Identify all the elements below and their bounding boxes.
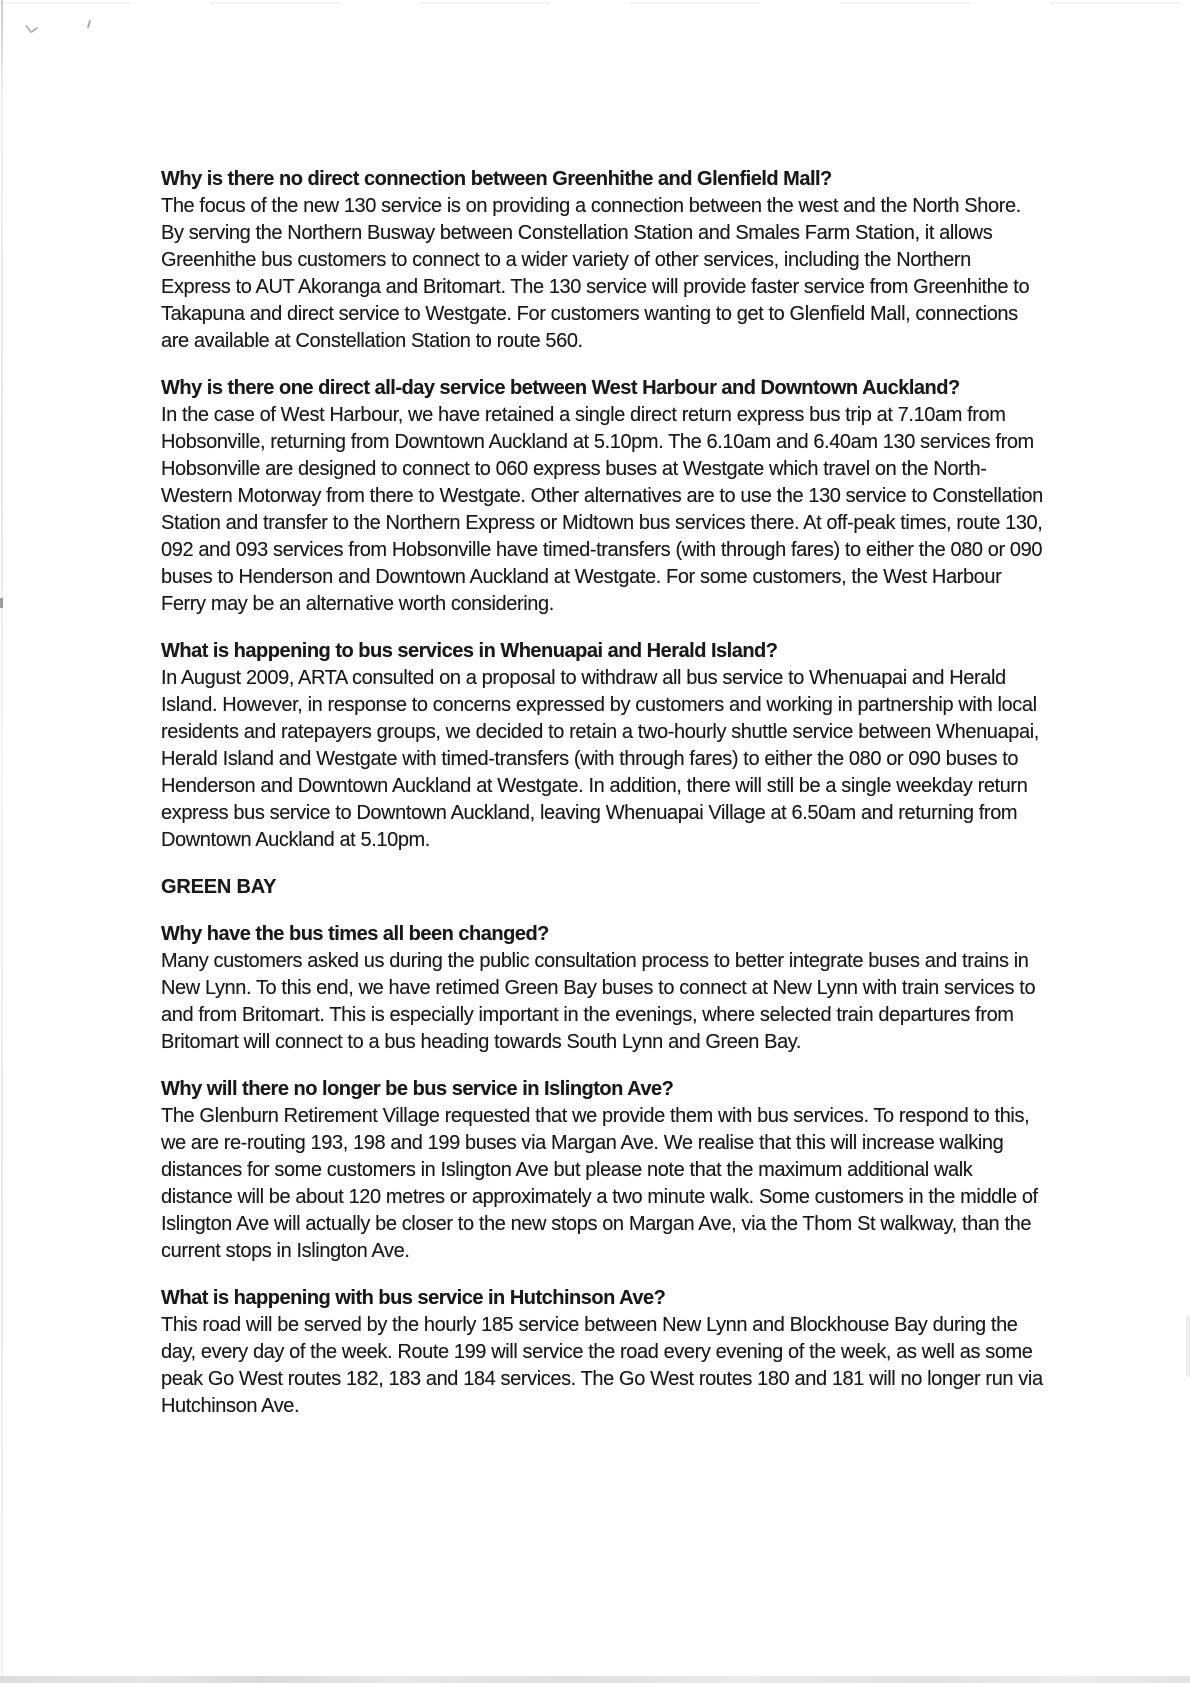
document-body [161, 166, 1043, 1440]
question-heading: Why is there no direct connection between Greenhithe and Glenfield Mall? [161, 168, 832, 190]
faq-item-islington-ave [161, 1076, 1043, 1265]
answer-paragraph: Many customers asked us during the public consultation process to better integrate buses and trains in New Lynn. To this end, we have retimed Green Bay buses to connect at New Lynn with train services to and from Britomart. This is especially important in the evenings, where selected train departures from Britomart will connect to a bus heading towards South Lynn and Green Bay. [161, 950, 1036, 1053]
answer-paragraph: The focus of the new 130 service is on providing a connection between the west and the North Shore. By serving the Northern Busway between Constellation Station and Smales Farm Station, it allows Greenhithe bus customers to connect to a wider variety of other services, including the Northern Express to AUT Akoranga and Britomart. The 130 service will provide faster service from Greenhithe to Takapuna and direct service to Westgate. For customers wanting to get to Glenfield Mall, connections are available at Constellation Station to route 560. [161, 195, 1030, 352]
answer-paragraph: The Glenburn Retirement Village requested that we provide them with bus services. To respond to this, we are re-routing 193, 198 and 199 buses via Margan Ave. We realise that this will increase walking distances for some customers in Islington Ave but please note that the maximum additional walk distance will be about 120 metres or approximately a two minute walk. Some customers in the middle of Islington Ave will actually be closer to the new stops on Margan Ave, via the Thom St walkway, than the current stops in Islington Ave. [161, 1105, 1038, 1262]
scan-speck-mark [87, 20, 91, 28]
faq-item-west-harbour-downtown [161, 375, 1043, 618]
answer-paragraph: In the case of West Harbour, we have retained a single direct return express bus trip at 7.10am from Hobsonville, returning from Downtown Auckland at 5.10pm. The 6.10am and 6.40am 130 services from Hobsonville are designed to connect to 060 express buses at Westgate which travel on the North-Western Motorway from there to Westgate. Other alternatives are to use the 130 service to Constellation Station and transfer to the Northern Express or Midtown bus services there. At off-peak times, route 130, 092 and 093 services from Hobsonville have timed-transfers (with through fares) to either the 080 or 090 buses to Henderson and Downtown Auckland at Westgate. For some customers, the West Harbour Ferry may be an alternative worth considering. [161, 404, 1043, 615]
faq-item-whenuapai-herald-island [161, 638, 1043, 854]
question-heading: Why is there one direct all-day service between West Harbour and Downtown Auckland? [161, 377, 960, 399]
scan-top-edge-artifact [0, 2, 1190, 4]
faq-item-bus-times-changed [161, 921, 1043, 1056]
question-heading: Why have the bus times all been changed? [161, 923, 549, 945]
question-heading: Why will there no longer be bus service in Islington Ave? [161, 1078, 674, 1100]
question-heading: What is happening to bus services in Whenuapai and Herald Island? [161, 640, 778, 662]
scan-right-edge-artifact [1186, 1315, 1190, 1377]
scan-left-edge-dash [0, 598, 3, 608]
question-heading: What is happening with bus service in Hutchinson Ave? [161, 1287, 666, 1309]
faq-item-hutchinson-ave [161, 1285, 1043, 1420]
answer-paragraph: In August 2009, ARTA consulted on a proposal to withdraw all bus service to Whenuapai and Herald Island. However, in response to concerns expressed by customers and working in partnership with local residents and ratepayers groups, we decided to retain a two-hourly shuttle service between Whenuapai, Herald Island and Westgate with timed-transfers (with through fares) to either the 080 or 090 buses to Henderson and Downtown Auckland at Westgate. In addition, there will still be a single weekday return express bus service to Downtown Auckland, leaving Whenuapai Village at 6.50am and returning from Downtown Auckland at 5.10pm. [161, 667, 1039, 851]
faq-item-greenhithe-glenfield [161, 166, 1043, 355]
scan-left-edge-artifact [1, 0, 3, 1683]
scan-bottom-edge-band [0, 1676, 1190, 1683]
section-heading-green-bay: GREEN BAY [161, 876, 277, 898]
answer-paragraph: This road will be served by the hourly 185 service between New Lynn and Blockhouse Bay during the day, every day of the week. Route 199 will service the road every evening of the week, as well as some peak Go West routes 182, 183 and 184 services. The Go West routes 180 and 181 will no longer run via Hutchinson Ave. [161, 1314, 1043, 1417]
scan-speck-mark [25, 20, 38, 33]
